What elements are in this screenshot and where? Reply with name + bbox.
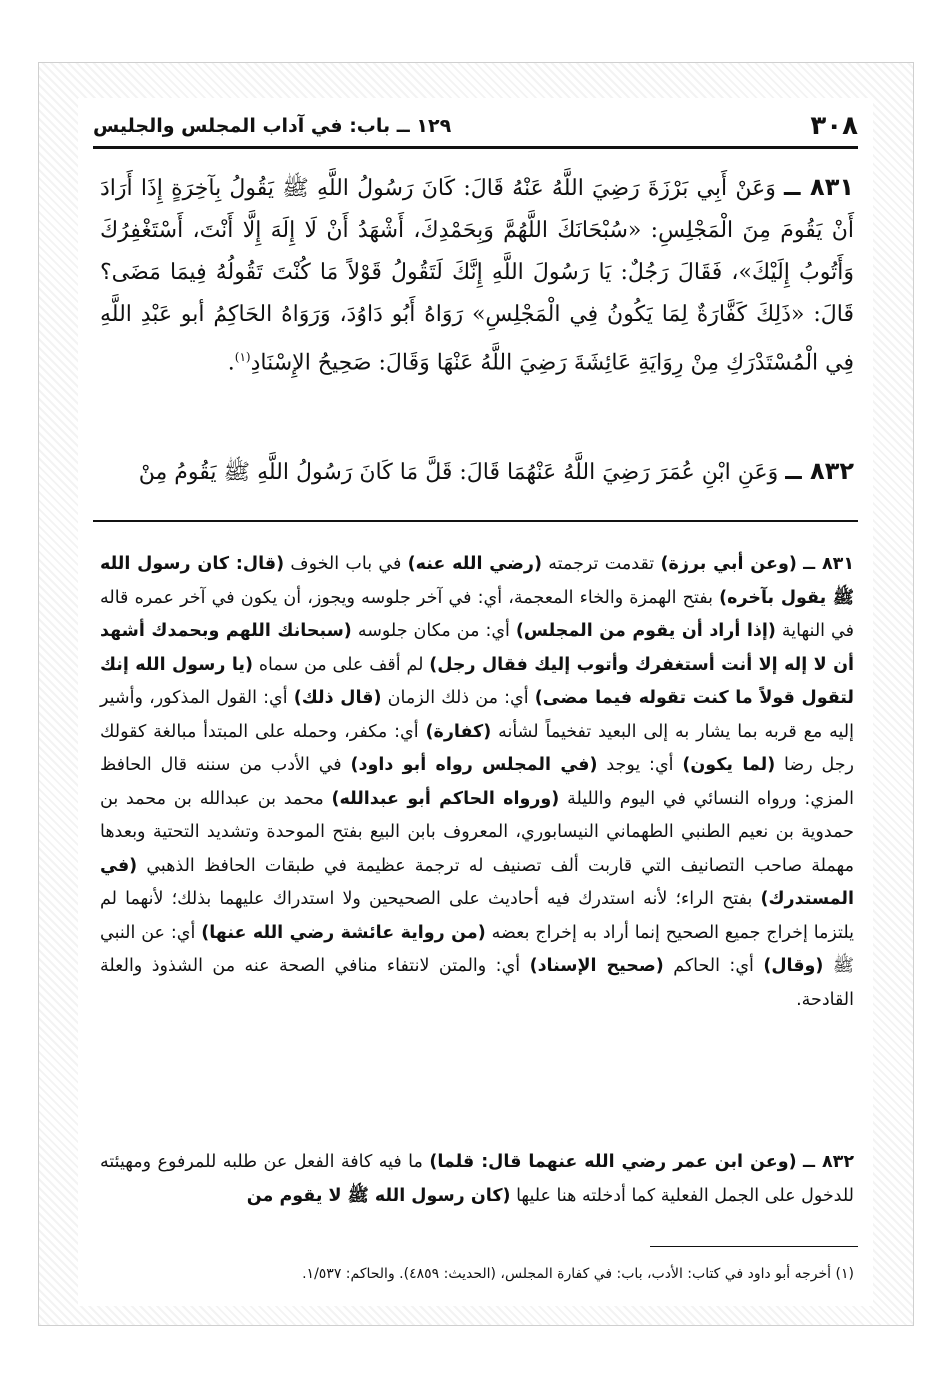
commentary-text: ما فيه كافة الفعل عن طلبه للمرفوع ومهيئته للدخول على الجمل الفعلية كما أدخلته هنا عليها bbox=[100, 1152, 854, 1206]
commentary-text: بفتح الراء؛ لأنه استدرك فيه أحاديث على الصحيحين ولا استدراك عليهما بذلك؛ لأنهما لم يلتزما إخراج جميع الصحيح إنما أراد به إخراج بعضه bbox=[100, 889, 854, 943]
commentary-lemma: (في المستدرك) bbox=[100, 855, 854, 909]
hadith-text: وَعَنْ أَبِي بَرْزَةَ رَضِيَ اللَّهُ عَنْهُ قَالَ: كَانَ رَسُولُ اللَّهِ ﷺ يَقُولُ بِآخِرَةٍ إِذَا أَرَادَ أَنْ يَقُومَ مِنَ الْمَجْلِسِ: bbox=[100, 176, 854, 243]
commentary-text: لم أقف على من سماه bbox=[252, 654, 430, 675]
commentary-text: أي: مكفر، وحمله على المبتدأ مبالغة كقولك رجل رضا bbox=[100, 721, 855, 775]
commentary-lemma: (لما يكون) bbox=[682, 755, 776, 775]
commentary-text: تقدمت ترجمته bbox=[542, 554, 661, 574]
commentary-lemma: (وعن ابن عمر رضي الله عنهما قال: قلما) bbox=[429, 1152, 797, 1172]
hadith-number: ٨٣١ ــ bbox=[784, 173, 854, 201]
commentary-lemma: (وعن أبي برزة) bbox=[660, 554, 797, 574]
commentary-text: أي: عن النبي ﷺ bbox=[100, 922, 855, 976]
commentary-lemma: (ورواه الحاكم أبو عبدالله) bbox=[331, 788, 560, 809]
footnote-rule bbox=[650, 1246, 858, 1247]
running-header bbox=[93, 104, 858, 148]
hadith-text: وَعَنِ ابْنِ عُمَرَ رَضِيَ اللَّهُ عَنْهُمَا قَالَ: قَلَّ مَا كَانَ رَسُولُ اللَّهِ ﷺ يَقُومُ مِنْ bbox=[138, 460, 779, 485]
commentary-number: ٨٣١ ــ bbox=[803, 554, 854, 574]
hadith-832 bbox=[100, 450, 854, 494]
page-number: ٣٠٨ bbox=[810, 111, 858, 141]
commentary-lemma: (من رواية عائشة رضي الله عنها) bbox=[201, 922, 486, 943]
commentary-text: أي: من مكان جلوسه bbox=[351, 621, 516, 641]
commentary-lemma: (في المجلس رواه أبو داود) bbox=[350, 755, 598, 775]
hadith-number: ٨٣٢ ــ bbox=[785, 457, 854, 485]
commentary-831 bbox=[100, 548, 854, 1017]
hadith-831 bbox=[100, 166, 854, 384]
commentary-text: أي: الحاكم bbox=[663, 956, 764, 976]
commentary-text: محمد بن عبدالله بن محمد بن حمدوية بن نعيم الطنبي الطهماني النيسابوري، المعروف بابن البيع بفتح الموحدة وتشديد التحتية وبعدها مهملة صاحب التصانيف التي قاربت ألف تصنيف له ترجمة عظيمة في طبقات الحافظ الذهبي bbox=[100, 788, 854, 876]
commentary-lemma: (إذا أراد أن يقوم من المجلس) bbox=[515, 621, 776, 641]
commentary-number: ٨٣٢ ــ bbox=[803, 1152, 854, 1172]
commentary-text: بفتح الهمزة والخاء المعجمة، أي: في آخر جلوسه ويجوز، أن يكون في آخر عمره قاله في النهاية bbox=[100, 587, 854, 641]
commentary-lemma: (رضي الله عنه) bbox=[407, 554, 542, 574]
hadith-text: ، فَقَالَ رَجُلٌ: يَا رَسُولَ اللَّهِ إِنَّكَ لَتَقُولُ قَوْلاً مَا كُنْتَ تَقُولُهُ فِيمَا مَضَى؟ قَالَ: bbox=[100, 260, 854, 327]
section-rule bbox=[93, 520, 858, 522]
commentary-text: أي: من ذلك الزمان bbox=[381, 688, 535, 708]
hadith-quote: «سُبْحَانَكَ اللَّهُمَّ وَبِحَمْدِكَ، أَشْهَدُ أَنْ لَا إِلَهَ إِلَّا أَنْتَ، أَسْتَغْفِرُكَ وَأَتُوبُ إِلَيْكَ» bbox=[100, 218, 854, 285]
commentary-lemma: (سبحانك اللهم وبحمدك أشهد أن لا إله إلا أنت أستغفرك وأتوب إليك فقال رجل) bbox=[100, 621, 855, 675]
hadith-quote: «ذَلِكَ كَفَّارَةٌ لِمَا يَكُونُ فِي الْمَجْلِسِ» bbox=[471, 302, 805, 327]
commentary-lemma: (كفارة) bbox=[425, 721, 492, 742]
commentary-lemma: (صحيح الإسناد) bbox=[529, 956, 664, 976]
commentary-lemma: (يا رسول الله إنك لتقول قولاً ما كنت تقوله فيما مضى) bbox=[100, 654, 855, 708]
commentary-text: أي: القول المذكور، وأشير إليه مع قربه بما يشار به إلى البعيد تفخيماً لشأنه bbox=[100, 688, 855, 742]
commentary-text: أي: والمتن لانتفاء منافي الصحة عنه من الشذوذ والعلة القادحة. bbox=[100, 956, 854, 1010]
commentary-text: في باب الخوف bbox=[284, 554, 408, 574]
commentary-lemma: (وقال) bbox=[763, 956, 824, 976]
commentary-832 bbox=[100, 1146, 854, 1213]
header-rule bbox=[93, 146, 858, 149]
commentary-lemma: (قال: كان رسول الله ﷺ يقول بآخره) bbox=[100, 554, 854, 608]
footnote: (١) أخرجه أبو داود في كتاب: الأدب، باب: في كفارة المجلس، (الحديث: ٤٨٥٩). والحاكم: ١/٥٣٧. bbox=[302, 1266, 854, 1282]
hadith-text: رَوَاهُ أَبُو دَاوُدَ، وَرَوَاهُ الحَاكِمُ أبو عَبْدِ اللَّهِ فِي الْمُسْتَدْرَكِ مِنْ رِوَايَةِ عَائِشَةَ رَضِيَ اللَّهُ عَنْهَا وَقَالَ: صَحِيحُ الإِسْنَادِ bbox=[100, 302, 854, 376]
chapter-title: ١٢٩ ــ باب: في آداب المجلس والجليس bbox=[93, 115, 452, 137]
commentary-text: في الأدب من سننه قال الحافظ المزي: ورواه النسائي في اليوم والليلة bbox=[100, 755, 854, 809]
commentary-lemma: (كان رسول الله ﷺ لا يقوم من bbox=[246, 1185, 511, 1206]
commentary-lemma: (قال ذلك) bbox=[293, 688, 382, 708]
footnote-marker: (١) bbox=[234, 350, 251, 364]
commentary-text: أي: يوجد bbox=[597, 755, 683, 775]
hadith-end: . bbox=[227, 350, 235, 376]
